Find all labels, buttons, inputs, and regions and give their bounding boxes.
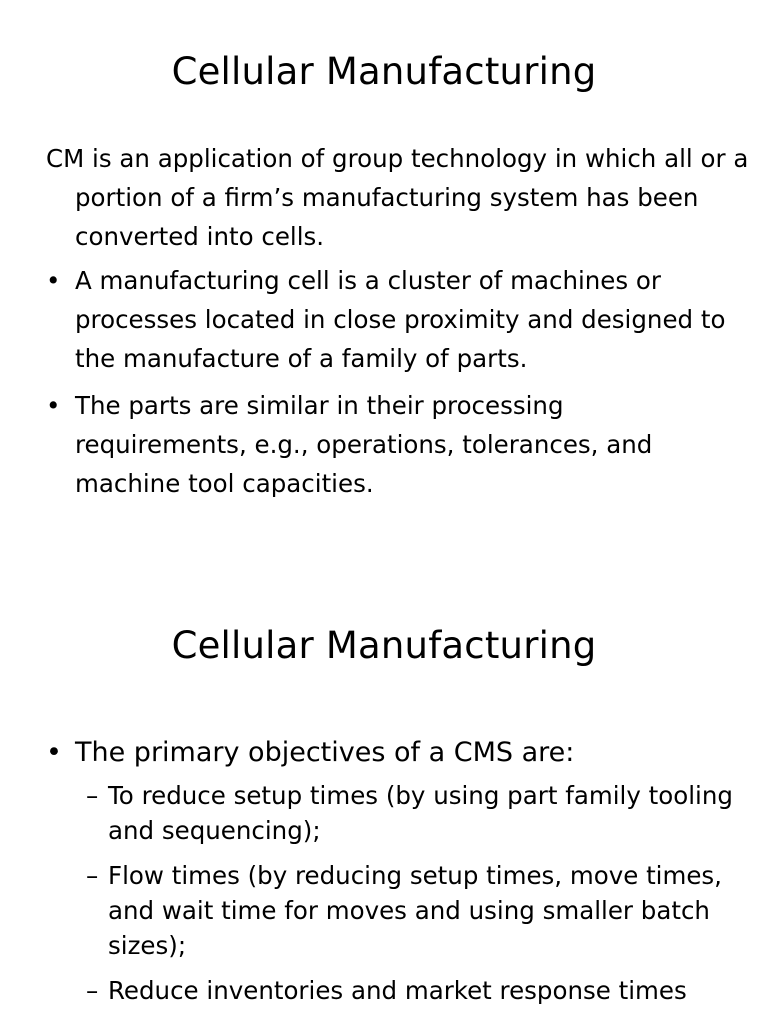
slide-2	[0, 580, 768, 1024]
sub-list-item-text: Flow times (by reducing setup times, move times, and wait time for moves and using smaller batch sizes);	[108, 861, 722, 960]
dash-icon: –	[86, 861, 99, 890]
intro-paragraph: CM is an application of group technology in which all or a portion of a firm’s manufacturing system has been converted into cells.	[46, 144, 749, 251]
bullet-list	[46, 261, 736, 511]
dash-icon: –	[86, 781, 99, 810]
bullet-icon: •	[46, 266, 61, 295]
sub-list-item	[86, 973, 736, 1008]
sub-list-item	[86, 778, 736, 848]
bullet-list	[46, 732, 736, 782]
sub-list-item-text: To reduce setup times (by using part family tooling and sequencing);	[108, 781, 733, 845]
slide-title: Cellular Manufacturing	[171, 624, 597, 667]
bullet-icon: •	[46, 391, 61, 420]
sub-list-item	[86, 858, 736, 963]
sub-list-item-text: Reduce inventories and market response times	[108, 976, 687, 1005]
dash-icon: –	[86, 976, 99, 1005]
list-item	[46, 386, 736, 503]
bullet-icon: •	[46, 737, 62, 768]
list-item-text: The parts are similar in their processing requirements, e.g., operations, tolerances, and machine tool capacities.	[75, 391, 653, 498]
sub-bullet-list	[86, 778, 736, 1018]
list-item	[46, 732, 736, 774]
list-item-text: A manufacturing cell is a cluster of machines or processes located in close proximity and designed to the manufacture of a family of parts.	[75, 266, 726, 373]
slide-title: Cellular Manufacturing	[171, 50, 597, 93]
list-item-text: The primary objectives of a CMS are:	[75, 737, 575, 768]
list-item	[46, 261, 736, 378]
